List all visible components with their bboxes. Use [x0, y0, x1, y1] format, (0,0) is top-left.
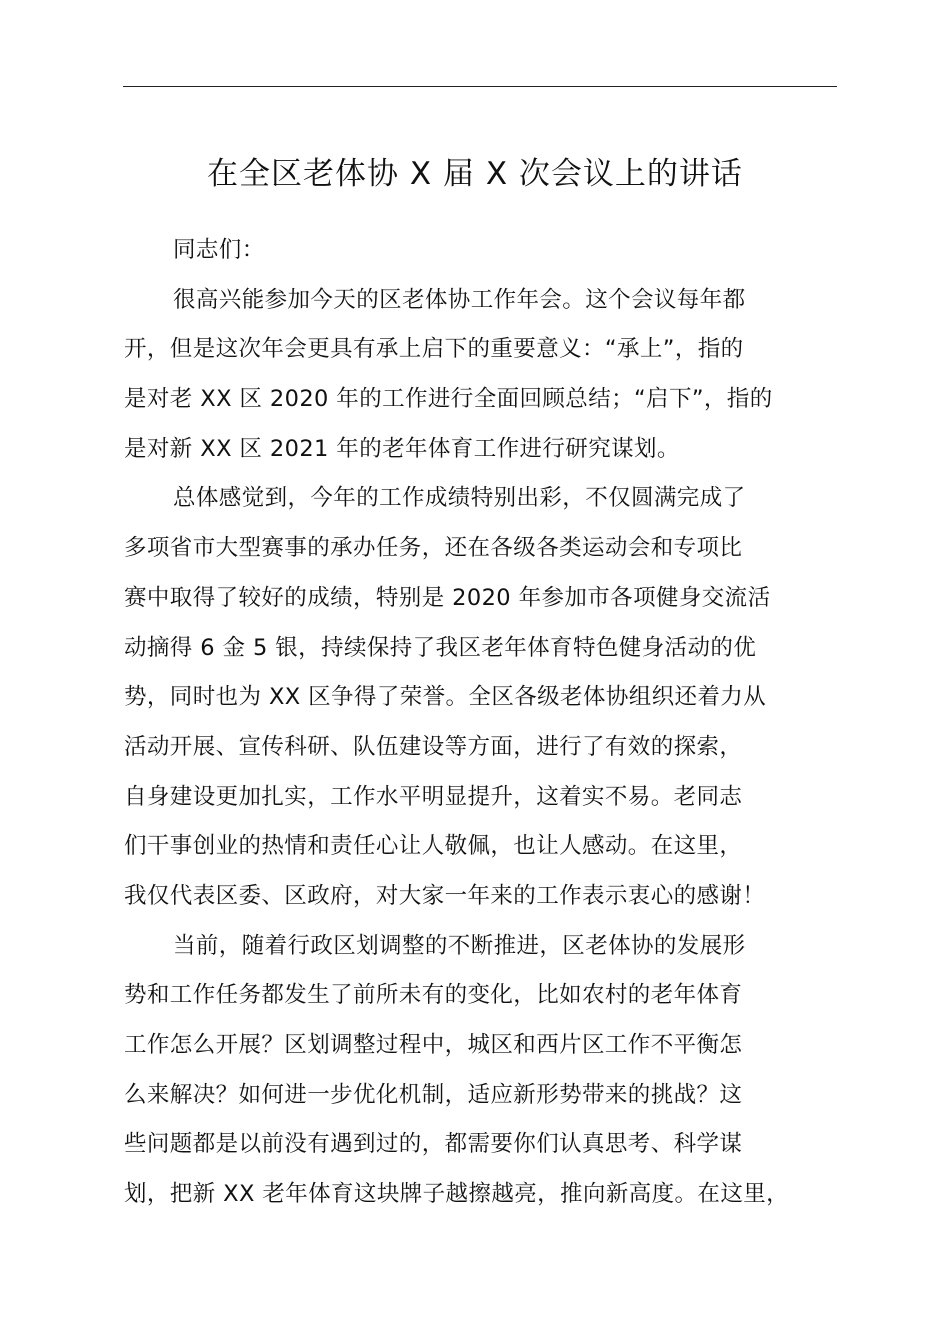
document-body	[124, 226, 837, 1220]
text-line: 划，把新 XX 老年体育这块牌子越擦越亮，推向新高度。在这里，	[124, 1181, 790, 1208]
paragraph-1	[124, 276, 837, 475]
text-line: 们干事创业的热情和责任心让人敬佩，也让人感动。在这里，	[124, 833, 743, 860]
paragraph-2	[124, 474, 837, 921]
paragraph-salutation	[124, 226, 837, 276]
header-rule	[123, 86, 837, 87]
text-line: 活动开展、宣传科研、队伍建设等方面，进行了有效的探索，	[124, 733, 743, 760]
text-line: 很高兴能参加今天的区老体协工作年会。这个会议每年都	[173, 286, 746, 313]
text-line: 么来解决？如何进一步优化机制，适应新形势带来的挑战？这	[124, 1081, 743, 1108]
text-line: 同志们：	[173, 237, 265, 263]
text-line: 些问题都是以前没有遇到过的，都需要你们认真思考、科学谋	[124, 1131, 743, 1158]
text-line: 赛中取得了较好的成绩，特别是 2020 年参加市各项健身交流活	[124, 584, 771, 611]
text-line: 总体感觉到，今年的工作成绩特别出彩，不仅圆满完成了	[173, 485, 746, 512]
text-line: 我仅代表区委、区政府，对大家一年来的工作表示衷心的感谢！	[124, 882, 766, 909]
text-line: 工作怎么开展？区划调整过程中，城区和西片区工作不平衡怎	[124, 1032, 743, 1058]
text-line: 多项省市大型赛事的承办任务，还在各级各类运动会和专项比	[124, 535, 743, 562]
text-line: 开，但是这次年会更具有承上启下的重要意义：“承上”，指的	[124, 336, 744, 363]
text-line: 当前，随着行政区划调整的不断推进，区老体协的发展形	[173, 932, 746, 959]
text-line: 势和工作任务都发生了前所未有的变化，比如农村的老年体育	[124, 982, 743, 1009]
text-line: 势，同时也为 XX 区争得了荣誉。全区各级老体协组织还着力从	[124, 684, 767, 711]
text-line: 是对新 XX 区 2021 年的老年体育工作进行研究谋划。	[124, 435, 680, 462]
text-line: 动摘得 6 金 5 银，持续保持了我区老年体育特色健身活动的优	[124, 634, 757, 661]
text-line: 是对老 XX 区 2020 年的工作进行全面回顾总结；“启下”，指的	[124, 386, 773, 413]
text-line: 自身建设更加扎实，工作水平明显提升，这着实不易。老同志	[124, 783, 743, 810]
page-title: 在全区老体协 X 届 X 次会议上的讲话	[207, 156, 743, 192]
paragraph-3	[124, 922, 837, 1220]
